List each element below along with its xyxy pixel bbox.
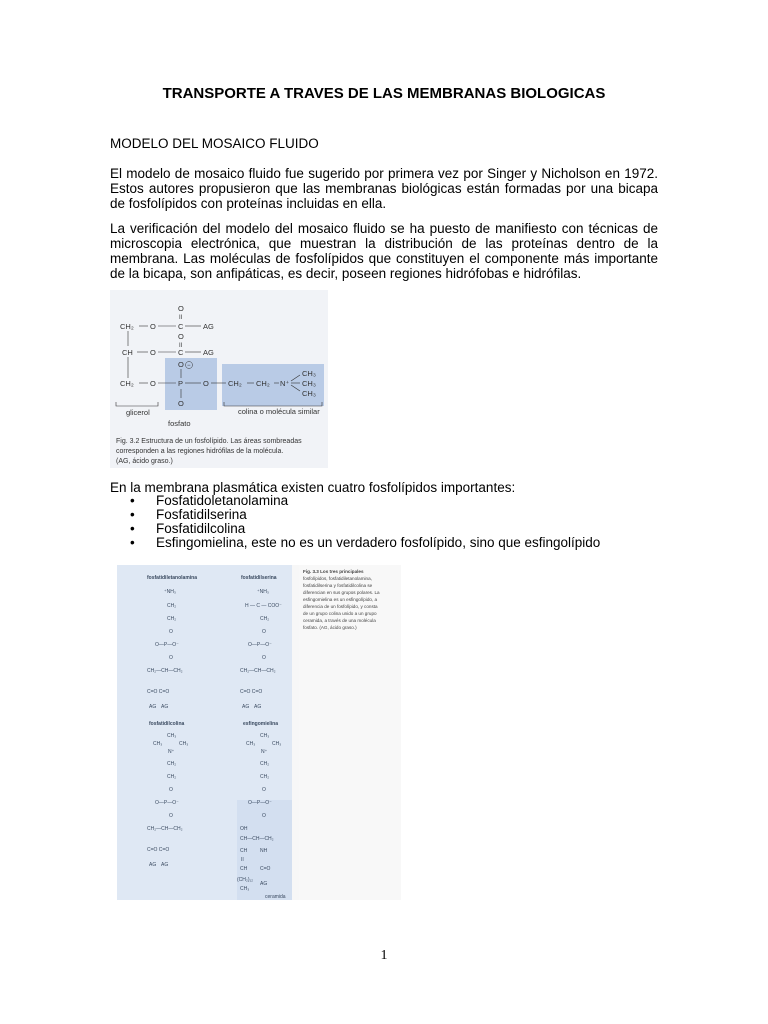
formula-text: CH₂: [260, 616, 270, 622]
formula-text: C=O C=O: [147, 689, 170, 695]
oxygen-label: O: [203, 379, 209, 388]
formula-text: CH₂: [260, 761, 270, 767]
nitrogen-label: N⁺: [280, 379, 290, 388]
paragraph-intro: El modelo de mosaico fluido fue sugerido por primera vez por Singer y Nicholson en 1972. Estos autores propusieron que las membranas biológicas están formadas por una bicapa de fosfolípidos con proteínas incluidas en ella.: [110, 166, 658, 211]
paragraph-verification: La verificación del modelo del mosaico fluido se ha puesto de manifiesto con técnicas de microscopia electrónica, que muestran la distribución de las proteínas dentro de la membrana. Las moléculas de fosfolípidos que constituyen el componente más importante de la bicapa, son anfipáticas, es decir, poseen regiones hidrófobas e hidrófilas.: [110, 221, 658, 281]
figure-caption-line: (AG, ácido graso.): [116, 458, 173, 465]
formula-text: ⁺NH₃: [257, 589, 269, 595]
formula-text: (CH₂)₁₂: [237, 877, 254, 883]
list-item: • Fosfatidoletanolamina: [130, 494, 600, 508]
formula-text: CH₃: [260, 733, 270, 739]
formula-text: II: [241, 857, 244, 863]
formula-text: CH₃: [167, 733, 177, 739]
formula-text: O: [169, 813, 173, 819]
phosphorus-label: P: [178, 379, 184, 388]
formula-text: O—P—O⁻: [155, 642, 179, 648]
formula-text: CH: [240, 848, 248, 854]
formula-text: CH₃: [246, 741, 256, 747]
document-title: TRANSPORTE A TRAVES DE LAS MEMBRANAS BIOLOGICAS: [162, 85, 606, 102]
ch2-label: CH₂: [256, 379, 270, 388]
formula-text: CH: [240, 866, 248, 872]
oxygen-label: O: [178, 399, 184, 408]
panel-title: fosfatidilserina: [241, 575, 277, 581]
fatty-acid-label: AG: [203, 348, 214, 357]
formula-text: ⁺NH₃: [164, 589, 176, 595]
panel-title: fosfatidilcolina: [149, 721, 185, 727]
figure-caption-line: corresponden a las regiones hidrófilas de la molécula.: [116, 448, 284, 455]
oxygen-label: O: [178, 304, 184, 313]
phospholipid-list: [130, 494, 600, 550]
double-bond-mark: II: [179, 315, 183, 321]
phospholipid-diagram: [110, 290, 328, 468]
formula-text: O: [262, 629, 266, 635]
negative-charge-mark: −: [187, 363, 191, 369]
figure-caption-line: Fig. 3.2 Estructura de un fosfolípido. Las áreas sombreadas: [116, 438, 302, 445]
formula-text: CH₃: [179, 741, 189, 747]
formula-text: AG: [242, 704, 250, 710]
carbon-label: C: [178, 348, 184, 357]
formula-text: C=O: [260, 866, 271, 872]
fatty-acid-label: AG: [203, 322, 214, 331]
figure-caption-line: diferencian en sus grupos polares. La: [303, 590, 380, 595]
formula-text: CH₂: [260, 774, 270, 780]
formula-text: NH: [260, 848, 268, 854]
oxygen-label: O: [150, 379, 156, 388]
panel-title: fosfatidiletanolamina: [147, 575, 198, 581]
phosphate-shade: [165, 358, 217, 410]
ceramide-label: ceramida: [265, 894, 286, 900]
formula-text: AG: [260, 881, 268, 887]
formula-text: CH₃: [240, 886, 250, 892]
formula-text: CH—CH—CH₂: [240, 836, 274, 842]
ch2-label: CH₂: [120, 322, 134, 331]
choline-label: colina o molécula similar: [238, 407, 320, 416]
formula-text: O—P—O⁻: [155, 800, 179, 806]
ch-label: CH: [122, 348, 133, 357]
formula-text: AG: [149, 704, 157, 710]
formula-text: N⁺: [261, 749, 268, 755]
figure-caption-line: ceramida, a través de una molécula: [303, 618, 376, 623]
figure-caption-line: fosfolípidos, fosfatidiletanolamina,: [303, 576, 372, 581]
formula-text: AG: [149, 862, 157, 868]
formula-text: O: [262, 655, 266, 661]
figure-caption-line: de un grupo colina unido a un grupo: [303, 611, 377, 616]
oxygen-label: O: [178, 360, 184, 369]
formula-text: CH₂: [167, 603, 177, 609]
glycerol-label: glicerol: [126, 408, 150, 417]
phospholipids-diagram: [117, 565, 401, 900]
figure-caption-line: Fig. 3.3 Los tres principales: [303, 569, 364, 574]
formula-text: N⁺: [168, 749, 175, 755]
list-item: • Fosfatidilcolina: [130, 522, 600, 536]
figure-caption-line: esfingomielina es un esfingolípido, a: [303, 597, 378, 602]
figure-caption-line: fosfatidilserina y fosfatidilcolina se: [303, 583, 373, 588]
formula-text: O: [169, 655, 173, 661]
ch2-label: CH₂: [228, 379, 242, 388]
formula-text: C=O C=O: [240, 689, 263, 695]
methyl-label: CH₃: [302, 379, 316, 388]
formula-text: O: [262, 813, 266, 819]
formula-text: CH₂—CH—CH₂: [147, 668, 183, 674]
formula-text: AG: [161, 704, 169, 710]
figure-caption-line: fosfato. (AG, ácido graso.): [303, 625, 357, 630]
formula-text: CH₃: [153, 741, 163, 747]
formula-text: O—P—O⁻: [248, 800, 272, 806]
formula-text: AG: [161, 862, 169, 868]
formula-text: O: [262, 787, 266, 793]
double-bond-mark: II: [179, 343, 183, 349]
formula-text: AG: [254, 704, 262, 710]
formula-text: CH₂—CH—CH₂: [240, 668, 276, 674]
oxygen-label: O: [150, 322, 156, 331]
formula-text: CH₂—CH—CH₂: [147, 826, 183, 832]
formula-text: CH₂: [167, 616, 177, 622]
methyl-label: CH₃: [302, 369, 316, 378]
figure-caption-line: diferencia de un fosfolípido, y consta: [303, 604, 378, 609]
formula-text: CH₃: [272, 741, 282, 747]
oxygen-label: O: [178, 332, 184, 341]
carbon-label: C: [178, 322, 184, 331]
formula-text: O: [169, 787, 173, 793]
ch2-label: CH₂: [120, 379, 134, 388]
phospholipid-structure-figure: [110, 290, 328, 468]
methyl-label: CH₃: [302, 389, 316, 398]
list-intro: En la membrana plasmática existen cuatro fosfolípidos importantes:: [110, 480, 516, 495]
formula-text: C=O C=O: [147, 847, 170, 853]
formula-text: OH: [240, 826, 248, 832]
phosphate-label: fosfato: [168, 419, 191, 428]
list-item: • Esfingomielina, este no es un verdadero fosfolípido, sino que esfingolípido: [130, 536, 600, 550]
oxygen-label: O: [150, 348, 156, 357]
phospholipids-figure: [117, 565, 401, 900]
panel-title: esfingomielina: [243, 721, 279, 727]
section-heading: MODELO DEL MOSAICO FLUIDO: [110, 136, 319, 151]
formula-text: O: [169, 629, 173, 635]
list-item: • Fosfatidilserina: [130, 508, 600, 522]
formula-text: CH₂: [167, 761, 177, 767]
formula-text: H — C — COO⁻: [245, 603, 282, 609]
formula-text: O—P—O⁻: [248, 642, 272, 648]
page-number: 1: [380, 948, 388, 963]
formula-text: CH₂: [167, 774, 177, 780]
